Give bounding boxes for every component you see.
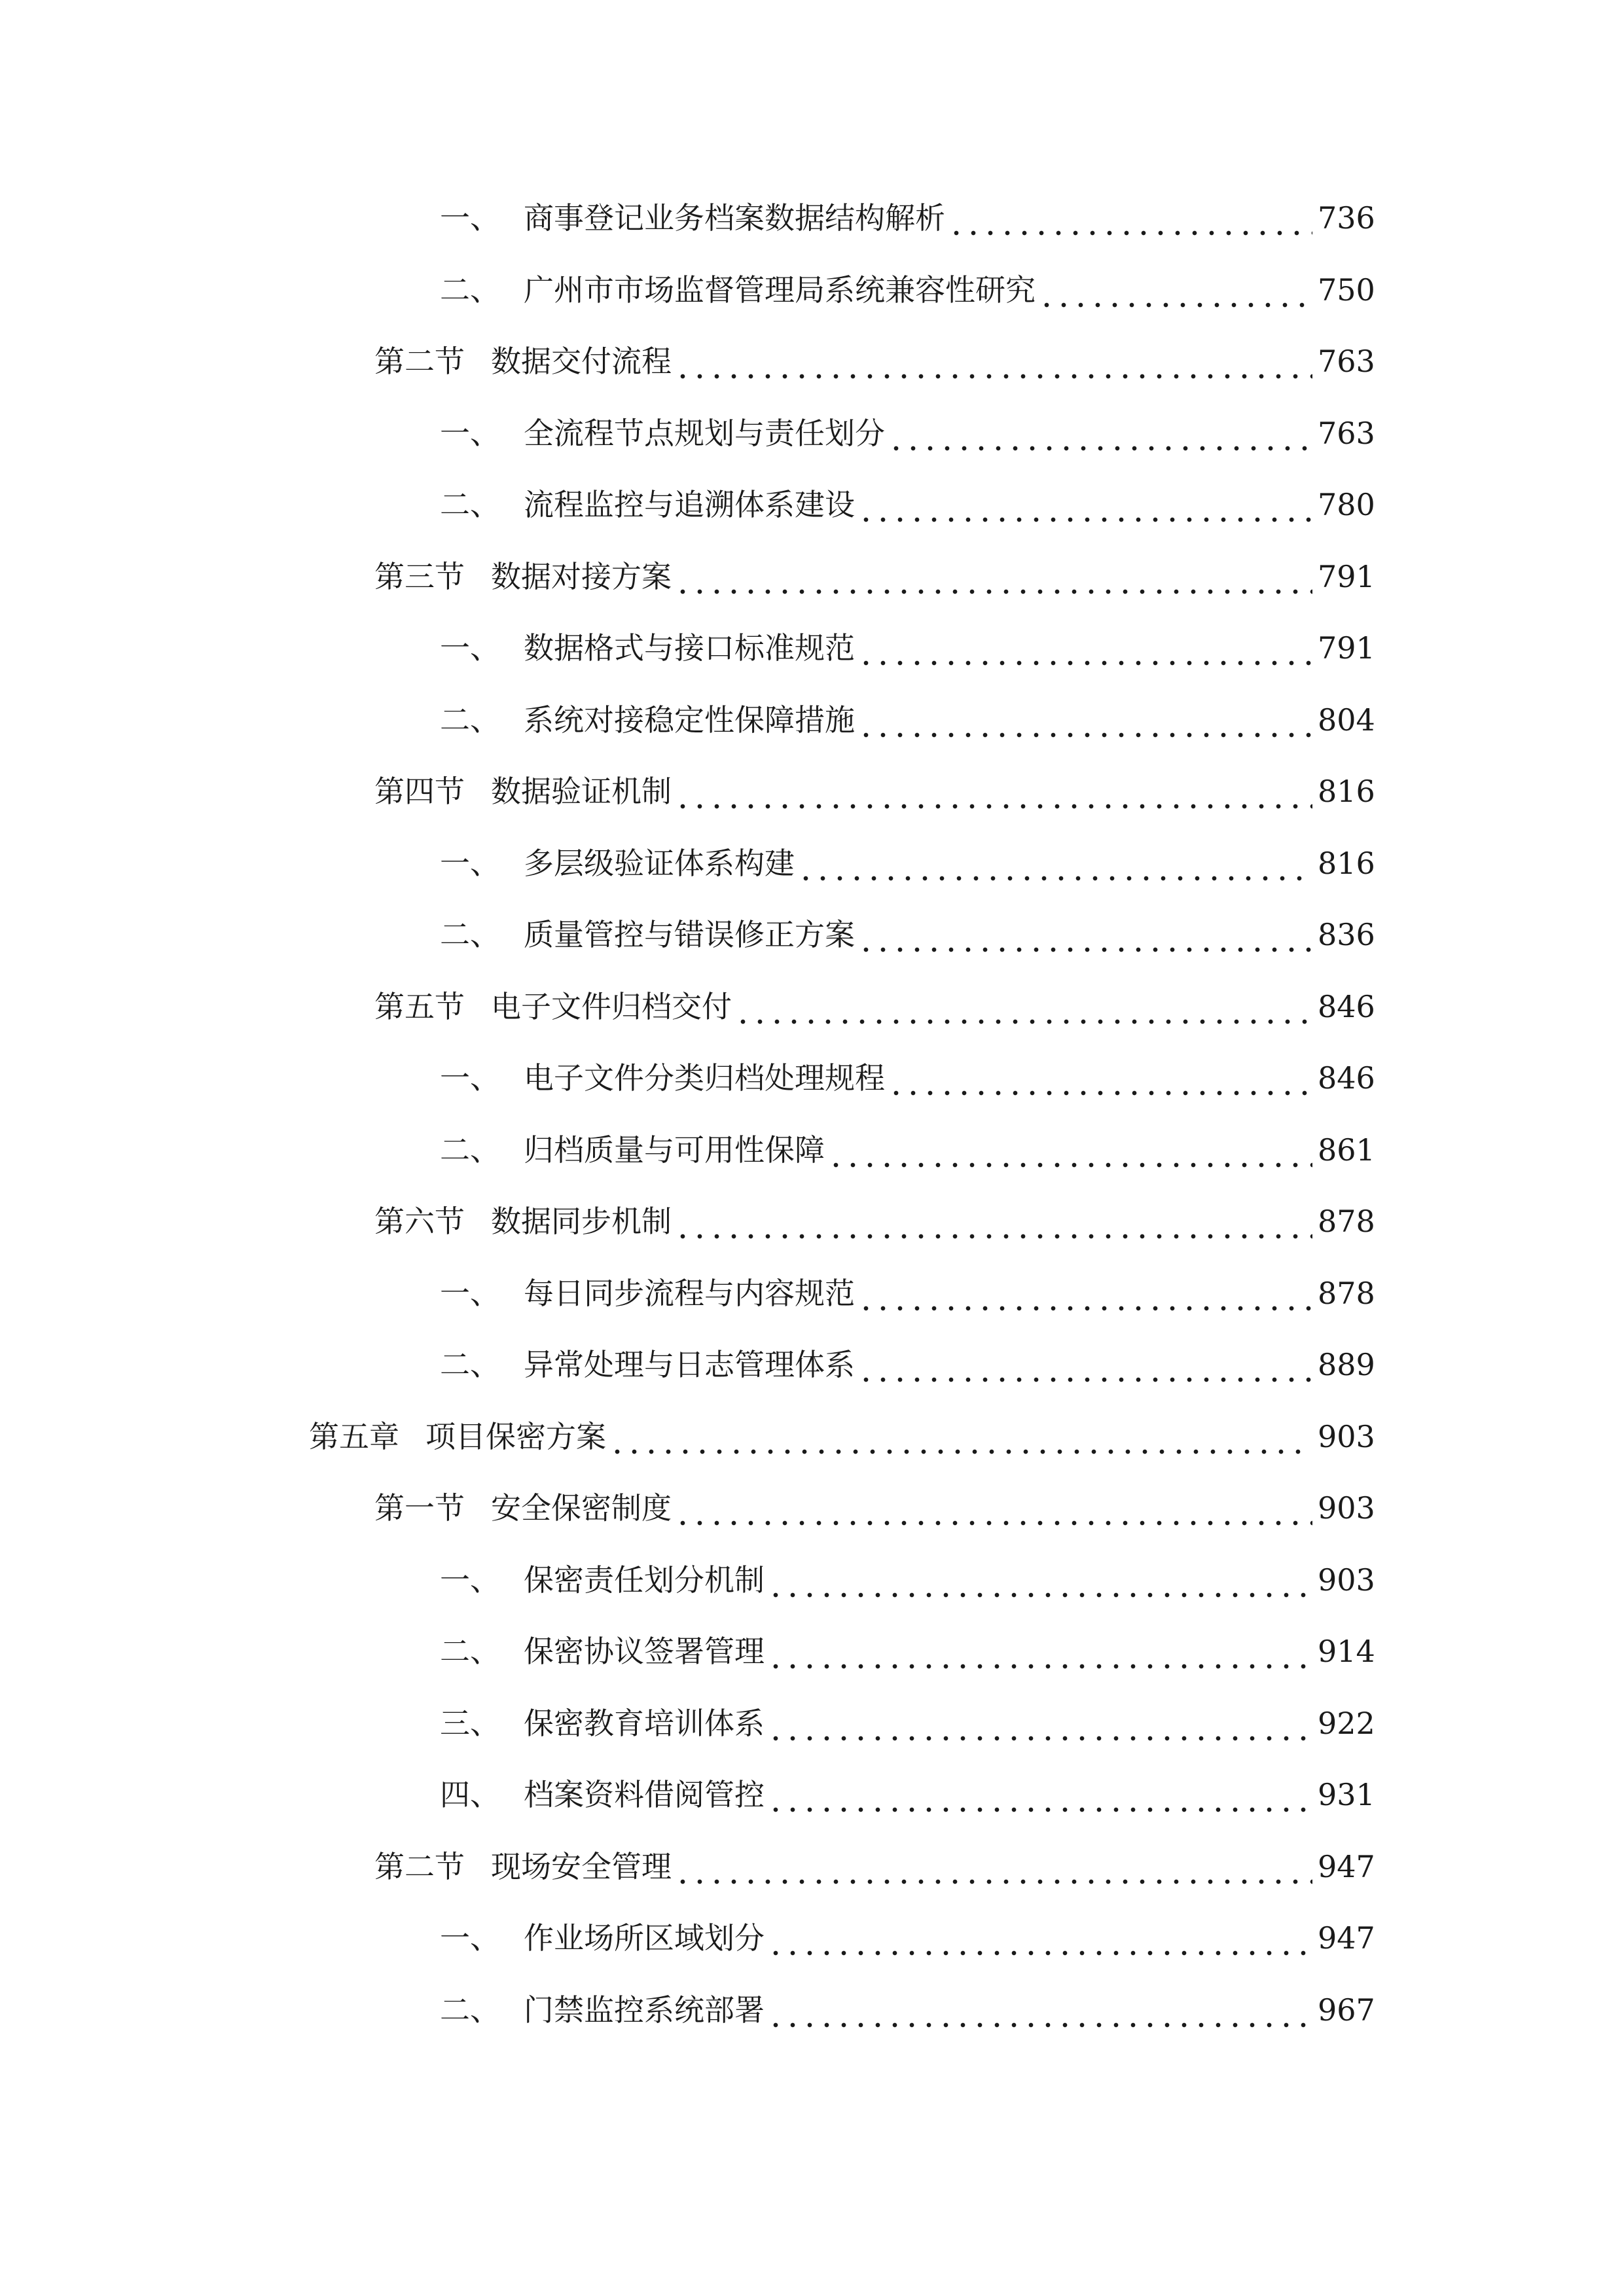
toc-entry-number: 一、: [440, 200, 500, 236]
toc-entry-page-number: 878: [1318, 1204, 1375, 1239]
toc-entry-page-number: 816: [1318, 845, 1375, 881]
dot-leader: [857, 908, 1312, 961]
dot-leader: [674, 335, 1312, 387]
toc-entry-page-number: 763: [1318, 344, 1375, 379]
dot-leader: [734, 980, 1312, 1033]
toc-entry[interactable]: [440, 1124, 1375, 1176]
dot-leader: [857, 622, 1312, 674]
toc-entry[interactable]: [440, 1697, 1375, 1749]
toc-entry[interactable]: [440, 478, 1375, 531]
toc-entry-number: 四、: [440, 1777, 500, 1812]
dot-leader: [1038, 264, 1312, 316]
toc-entry-number: 一、: [440, 1275, 500, 1311]
toc-entry-page-number: 846: [1318, 1060, 1375, 1096]
toc-entry[interactable]: [440, 622, 1375, 674]
toc-entry-title: 作业场所区域划分: [524, 1920, 765, 1956]
toc-entry[interactable]: [440, 1625, 1375, 1677]
toc-entry-title: 每日同步流程与内容规范: [524, 1275, 855, 1311]
toc-entry-page-number: 922: [1318, 1705, 1375, 1741]
toc-entry-title: 数据交付流程: [491, 344, 672, 379]
toc-entry-page-number: 791: [1318, 558, 1375, 594]
toc-entry-page-number: 780: [1318, 487, 1375, 522]
toc-entry-page-number: 861: [1318, 1132, 1375, 1168]
toc-entry-page-number: 947: [1318, 1920, 1375, 1956]
toc-entry-number: 第五章: [309, 1418, 399, 1454]
toc-entry-title: 保密教育培训体系: [524, 1705, 765, 1741]
toc-entry[interactable]: [440, 1052, 1375, 1104]
dot-leader: [767, 1554, 1312, 1606]
toc-entry-title: 流程监控与追溯体系建设: [524, 487, 855, 522]
toc-entry-title: 安全保密制度: [491, 1490, 672, 1526]
toc-entry[interactable]: [309, 1410, 1375, 1463]
dot-leader: [674, 1482, 1312, 1534]
toc-entry-number: 二、: [440, 1347, 500, 1382]
toc-entry-page-number: 903: [1318, 1562, 1375, 1598]
dot-leader: [827, 1124, 1312, 1176]
dot-leader: [857, 694, 1312, 746]
toc-entry-number: 第六节: [374, 1204, 465, 1239]
toc-entry-title: 保密协议签署管理: [524, 1634, 765, 1669]
toc-entry-number: 第二节: [374, 344, 465, 379]
toc-entry-number: 一、: [440, 415, 500, 451]
toc-entry-title: 数据格式与接口标准规范: [524, 630, 855, 666]
toc-entry-number: 二、: [440, 702, 500, 738]
dot-leader: [609, 1410, 1312, 1463]
toc-entry-page-number: 903: [1318, 1418, 1375, 1454]
toc-entry[interactable]: [440, 1984, 1375, 2036]
toc-entry[interactable]: [440, 1338, 1375, 1391]
toc-entry[interactable]: [440, 1768, 1375, 1821]
toc-entry-page-number: 750: [1318, 272, 1375, 308]
dot-leader: [948, 192, 1312, 244]
dot-leader: [767, 1625, 1312, 1677]
toc-entry[interactable]: [440, 1912, 1375, 1964]
dot-leader: [767, 1768, 1312, 1821]
toc-entry-page-number: 889: [1318, 1347, 1375, 1382]
toc-entry-title: 异常处理与日志管理体系: [524, 1347, 855, 1382]
toc-entry[interactable]: [374, 1195, 1375, 1247]
dot-leader: [797, 837, 1312, 889]
toc-entry-title: 广州市市场监督管理局系统兼容性研究: [524, 272, 1036, 308]
toc-entry-title: 多层级验证体系构建: [524, 845, 795, 881]
dot-leader: [767, 1697, 1312, 1749]
toc-entry-title: 系统对接稳定性保障措施: [524, 702, 855, 738]
toc-entry-title: 电子文件归档交付: [491, 988, 732, 1024]
toc-entry[interactable]: [440, 694, 1375, 746]
toc-entry-page-number: 903: [1318, 1490, 1375, 1526]
toc-entry-number: 第三节: [374, 558, 465, 594]
dot-leader: [674, 1840, 1312, 1893]
toc-entry-number: 第五节: [374, 988, 465, 1024]
toc-entry-title: 档案资料借阅管控: [524, 1777, 765, 1812]
toc-entry-title: 门禁监控系统部署: [524, 1992, 765, 2028]
toc-entry[interactable]: [374, 1482, 1375, 1534]
toc-entry-title: 质量管控与错误修正方案: [524, 917, 855, 952]
dot-leader: [767, 1912, 1312, 1964]
toc-entry-title: 电子文件分类归档处理规程: [524, 1060, 885, 1096]
toc-entry[interactable]: [374, 550, 1375, 603]
toc-entry-page-number: 804: [1318, 702, 1375, 738]
toc-entry-number: 二、: [440, 1992, 500, 2028]
toc-entry-title: 数据同步机制: [491, 1204, 672, 1239]
toc-entry-number: 二、: [440, 1132, 500, 1168]
toc-entry-title: 商事登记业务档案数据结构解析: [524, 200, 945, 236]
dot-leader: [674, 765, 1312, 817]
toc-entry-title: 全流程节点规划与责任划分: [524, 415, 885, 451]
dot-leader: [888, 1052, 1312, 1104]
toc-entry-number: 一、: [440, 1562, 500, 1598]
toc-entry-number: 一、: [440, 630, 500, 666]
toc-entry-number: 一、: [440, 1060, 500, 1096]
toc-entry-title: 保密责任划分机制: [524, 1562, 765, 1598]
toc-entry-page-number: 914: [1318, 1634, 1375, 1669]
toc-entry-number: 第一节: [374, 1490, 465, 1526]
toc-entry-page-number: 967: [1318, 1992, 1375, 2028]
toc-entry-number: 三、: [440, 1705, 500, 1741]
toc-entry[interactable]: [440, 837, 1375, 889]
toc-entry[interactable]: [374, 1840, 1375, 1893]
toc-entry[interactable]: [440, 908, 1375, 961]
toc-entry-number: 二、: [440, 1634, 500, 1669]
toc-entry-page-number: 816: [1318, 774, 1375, 809]
toc-entry-title: 项目保密方案: [425, 1418, 606, 1454]
dot-leader: [857, 1338, 1312, 1391]
toc-entry-number: 二、: [440, 917, 500, 952]
toc-entry-page-number: 846: [1318, 988, 1375, 1024]
toc-entry-number: 第四节: [374, 774, 465, 809]
toc-entry-title: 现场安全管理: [491, 1848, 672, 1884]
toc-entry-title: 数据验证机制: [491, 774, 672, 809]
toc-entry-number: 二、: [440, 487, 500, 522]
toc-entry-number: 一、: [440, 1920, 500, 1956]
dot-leader: [674, 1195, 1312, 1247]
toc-entry[interactable]: [440, 407, 1375, 459]
toc-entry-page-number: 763: [1318, 415, 1375, 451]
toc-entry[interactable]: [374, 765, 1375, 817]
toc-entry-page-number: 931: [1318, 1777, 1375, 1812]
dot-leader: [857, 1267, 1312, 1319]
toc-entry[interactable]: [440, 264, 1375, 316]
toc-entry-page-number: 836: [1318, 917, 1375, 952]
toc-entry[interactable]: [440, 192, 1375, 244]
toc-entry-page-number: 947: [1318, 1848, 1375, 1884]
toc-entry-page-number: 791: [1318, 630, 1375, 666]
toc-entry[interactable]: [374, 335, 1375, 387]
dot-leader: [888, 407, 1312, 459]
toc-entry[interactable]: [440, 1267, 1375, 1319]
toc-entry-page-number: 736: [1318, 200, 1375, 236]
toc-entry-number: 第二节: [374, 1848, 465, 1884]
toc-entry[interactable]: [440, 1554, 1375, 1606]
toc-entry-page-number: 878: [1318, 1275, 1375, 1311]
dot-leader: [674, 550, 1312, 603]
toc-entry-title: 数据对接方案: [491, 558, 672, 594]
dot-leader: [767, 1984, 1312, 2036]
toc-entry-title: 归档质量与可用性保障: [524, 1132, 825, 1168]
dot-leader: [857, 478, 1312, 531]
toc-entry-number: 二、: [440, 272, 500, 308]
toc-entry-number: 一、: [440, 845, 500, 881]
toc-entry[interactable]: [374, 980, 1375, 1033]
